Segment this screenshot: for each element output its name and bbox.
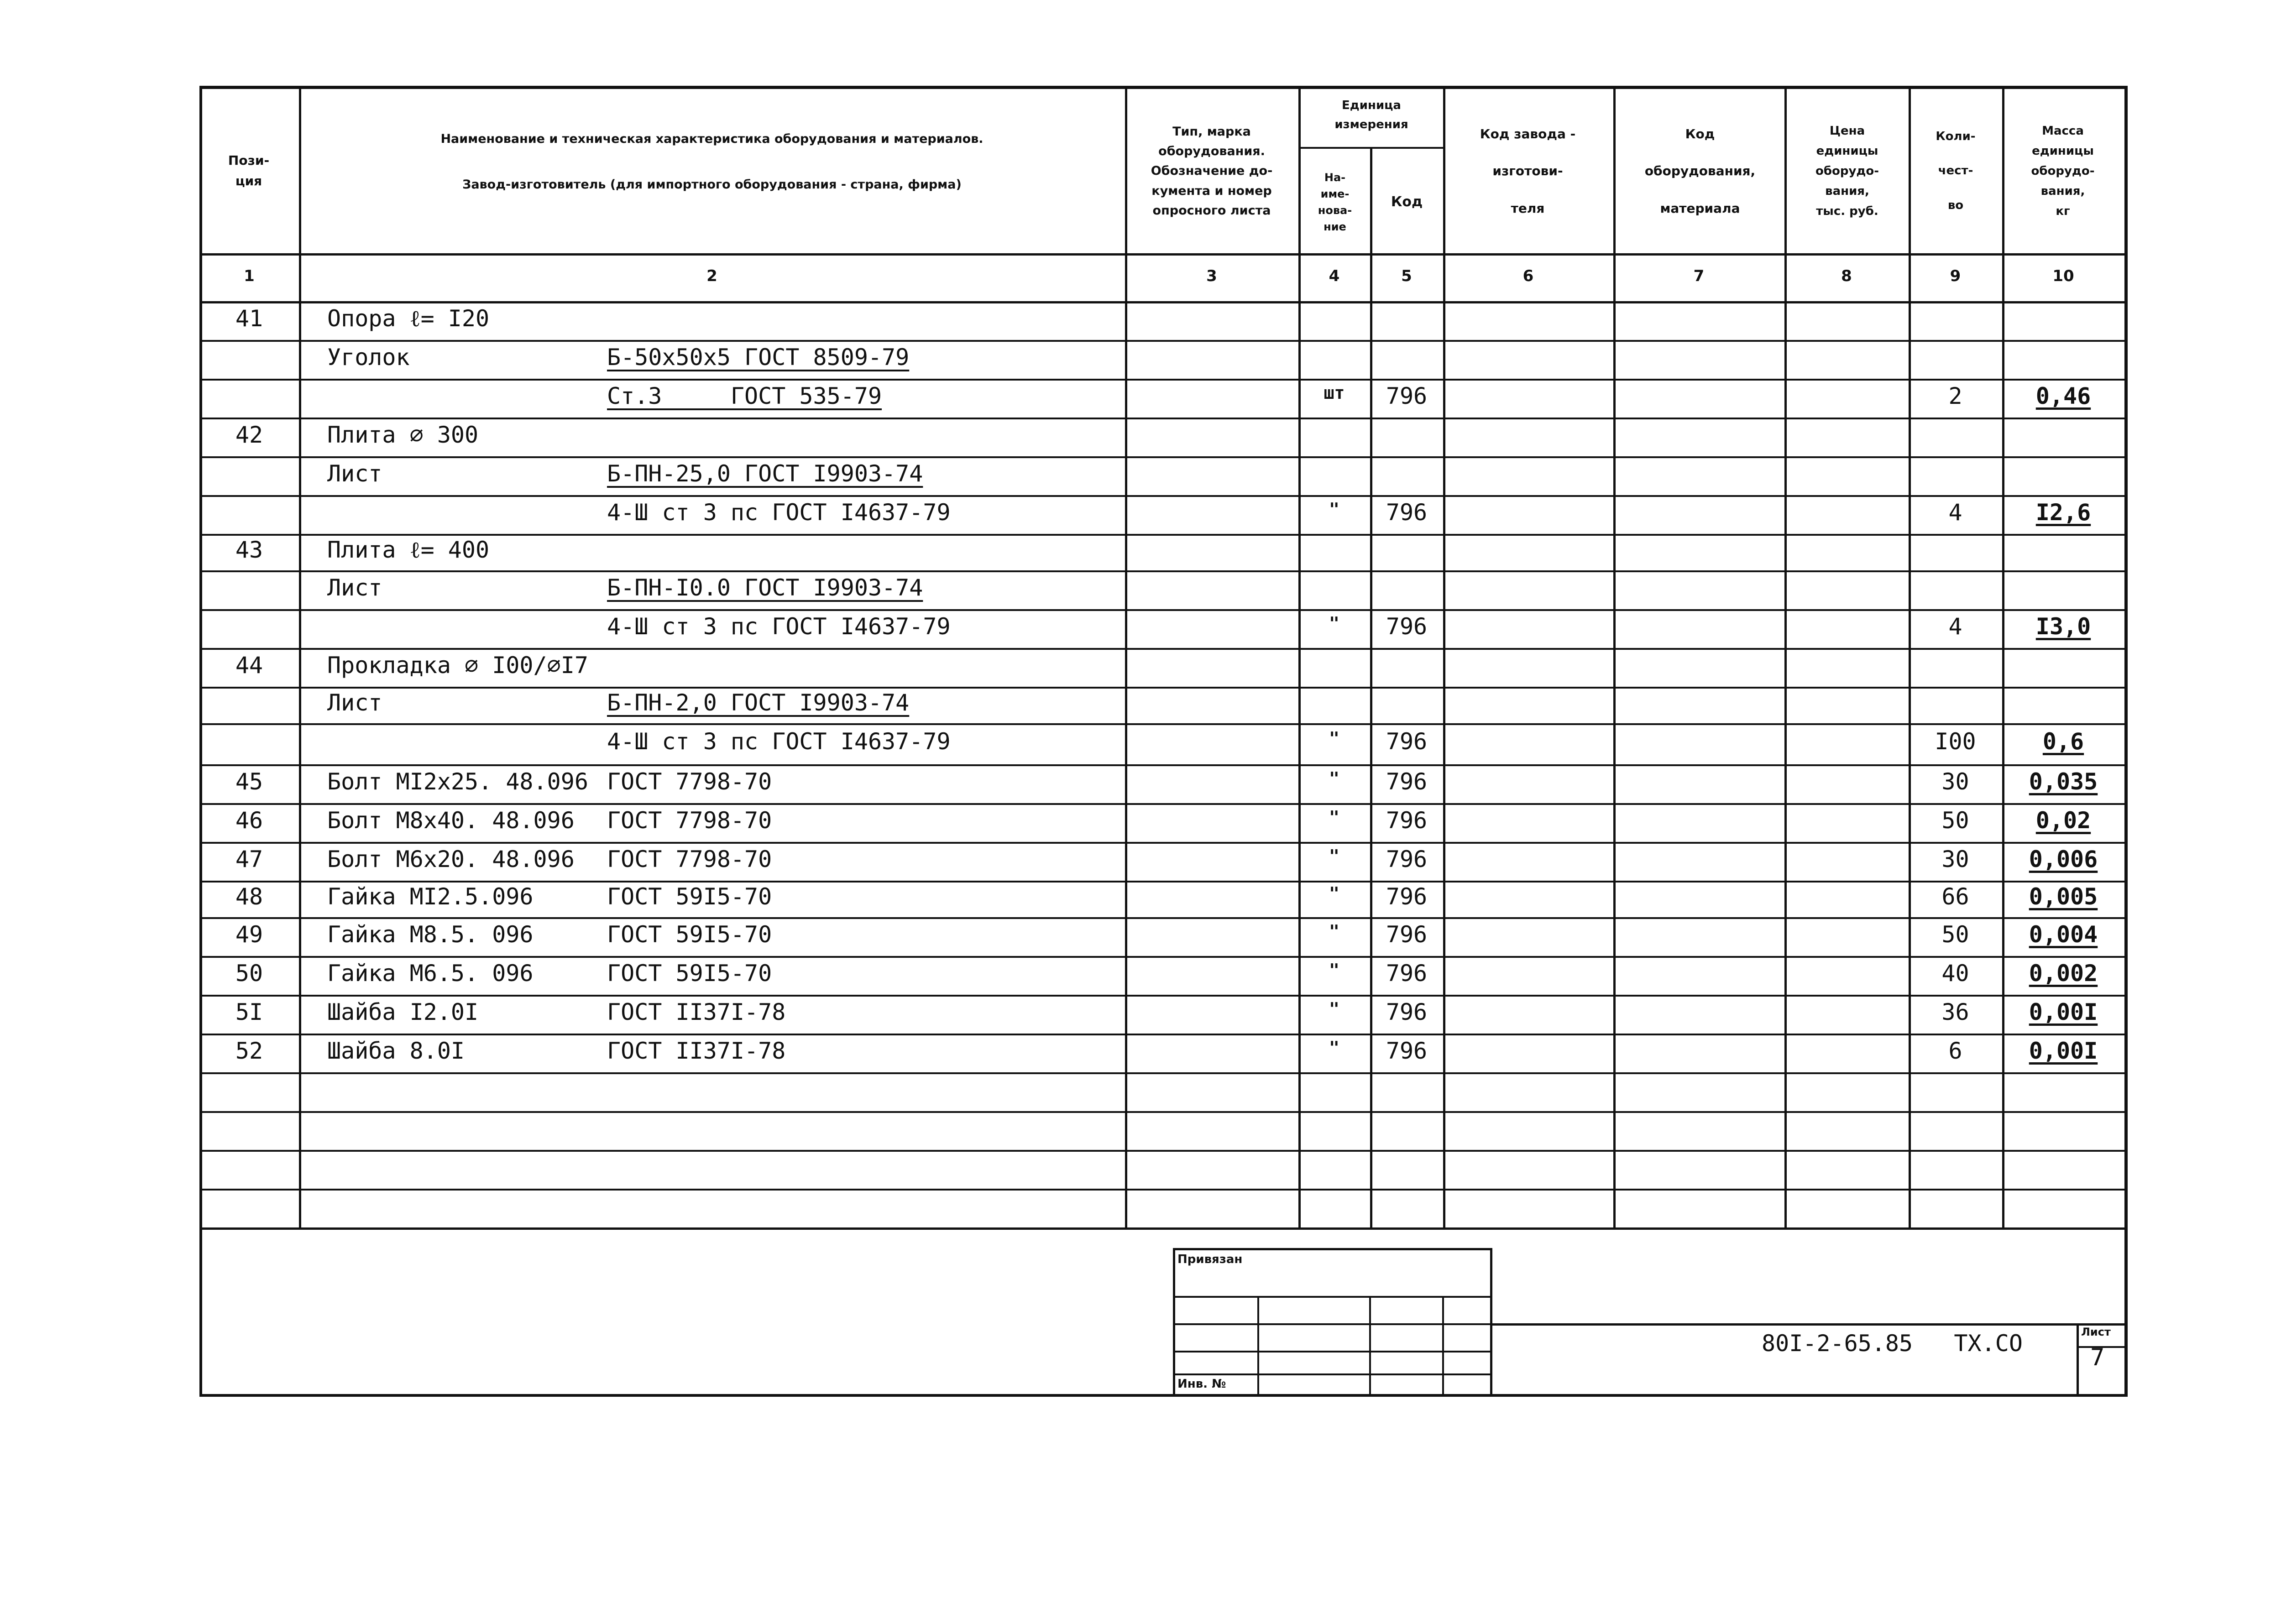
sheet-number: 7 xyxy=(2090,1344,2105,1371)
row-mass: 0,00I xyxy=(2029,1038,2098,1064)
row-mass: I3,0 xyxy=(2035,613,2091,640)
grid-line xyxy=(1784,86,1787,1227)
row-unit: " xyxy=(1329,807,1339,827)
column-number-5: 5 xyxy=(1401,267,1412,285)
row-quantity: 4 xyxy=(1948,613,1962,640)
grid-line xyxy=(199,842,2124,844)
row-position: 52 xyxy=(235,1038,263,1064)
document-code: 80I-2-65.85 ТХ.СО xyxy=(1762,1330,2023,1357)
row-unit-code: 796 xyxy=(1386,883,1428,910)
column-number-3: 3 xyxy=(1206,267,1217,285)
grid-line xyxy=(199,995,2124,997)
row-spec: ГОСТ 7798-70 xyxy=(607,768,772,795)
header-unit-name: На- име- нова- ние xyxy=(1318,171,1352,233)
row-unit-code: 796 xyxy=(1386,383,1428,409)
row-quantity: 2 xyxy=(1948,383,1962,409)
header-equipment-code: Код оборудования, материала xyxy=(1644,126,1756,216)
grid-line xyxy=(2124,86,2128,1394)
row-mass: 0,006 xyxy=(2029,846,2098,872)
row-unit-code: 796 xyxy=(1386,807,1428,834)
grid-line xyxy=(199,803,2124,805)
row-name: Гайка МI2.5.096 xyxy=(327,883,534,910)
grid-line xyxy=(199,418,2124,419)
grid-line xyxy=(1442,1296,1444,1394)
row-spec: Б-50x50x5 ГОСТ 8509-79 xyxy=(607,344,910,371)
row-quantity: 66 xyxy=(1941,883,1969,910)
row-unit: " xyxy=(1329,846,1339,866)
row-unit-code: 796 xyxy=(1386,1038,1428,1064)
row-quantity: 50 xyxy=(1941,807,1969,834)
row-spec: Б-ПН-2,0 ГОСТ I9903-74 xyxy=(607,689,910,716)
header-position: Пози- ция xyxy=(228,153,270,188)
grid-line xyxy=(199,956,2124,958)
row-quantity: I00 xyxy=(1935,728,1976,755)
row-spec: 4-Ш ст 3 пс ГОСТ I4637-79 xyxy=(607,728,951,755)
row-unit: " xyxy=(1329,728,1339,748)
grid-line xyxy=(1257,1296,1259,1394)
row-unit: " xyxy=(1329,883,1339,903)
grid-line xyxy=(1173,1248,1175,1394)
grid-line xyxy=(1490,1248,1492,1394)
row-position: 48 xyxy=(235,883,263,910)
grid-line xyxy=(1173,1248,1492,1250)
row-mass: 0,004 xyxy=(2029,921,2098,948)
column-number-1: 1 xyxy=(244,267,255,285)
row-name: Лист xyxy=(327,460,382,487)
grid-line xyxy=(199,570,2124,572)
row-unit: шт xyxy=(1324,383,1345,403)
header-quantity: Коли- чест- во xyxy=(1936,129,1976,212)
grid-line xyxy=(199,648,2124,650)
row-spec: Ст.3 ГОСТ 535-79 xyxy=(607,383,882,409)
grid-line xyxy=(1370,147,1372,1227)
row-quantity: 4 xyxy=(1948,499,1962,526)
row-mass: 0,46 xyxy=(2035,383,2091,409)
row-spec: ГОСТ 7798-70 xyxy=(607,846,772,872)
row-position: 50 xyxy=(235,960,263,987)
column-number-4: 4 xyxy=(1329,267,1340,285)
row-position: 47 xyxy=(235,846,263,872)
row-mass: 0,00I xyxy=(2029,999,2098,1025)
row-position: 41 xyxy=(235,305,263,332)
grid-line xyxy=(199,1227,2124,1230)
header-name-line1: Наименование и техническая характеристика оборудования и материалов. xyxy=(440,132,984,146)
grid-line xyxy=(199,687,2124,689)
grid-line xyxy=(199,1189,2124,1191)
row-unit-code: 796 xyxy=(1386,613,1428,640)
grid-line xyxy=(199,917,2124,919)
grid-line xyxy=(199,379,2124,381)
row-name: Болт М6x20. 48.096 xyxy=(327,846,575,872)
row-unit-code: 796 xyxy=(1386,728,1428,755)
grid-line xyxy=(199,534,2124,536)
grid-line xyxy=(199,609,2124,611)
row-quantity: 30 xyxy=(1941,846,1969,872)
header-unit: Единица измерения xyxy=(1334,98,1408,131)
row-mass: 0,005 xyxy=(2029,883,2098,910)
row-unit: " xyxy=(1329,960,1339,980)
column-number-9: 9 xyxy=(1950,267,1961,285)
row-unit-code: 796 xyxy=(1386,499,1428,526)
row-name: Опора ℓ= I20 xyxy=(327,305,490,332)
row-position: 42 xyxy=(235,422,263,448)
row-mass: 0,6 xyxy=(2042,728,2084,755)
row-name: Плита ℓ= 400 xyxy=(327,537,490,563)
grid-line xyxy=(199,1111,2124,1113)
header-name-line2: Завод-изготовитель (для импортного оборудования - страна, фирма) xyxy=(462,178,962,192)
row-name: Лист xyxy=(327,689,382,716)
row-position: 46 xyxy=(235,807,263,834)
grid-line xyxy=(1125,86,1127,1227)
grid-line xyxy=(1369,1296,1371,1394)
grid-line xyxy=(199,1394,2128,1397)
grid-line xyxy=(199,301,2124,303)
column-number-8: 8 xyxy=(1841,267,1852,285)
column-number-7: 7 xyxy=(1693,267,1705,285)
row-name: Шайба 8.0I xyxy=(327,1038,465,1064)
column-number-2: 2 xyxy=(706,267,717,285)
row-unit: " xyxy=(1329,999,1339,1019)
row-position: 44 xyxy=(235,652,263,679)
row-unit: " xyxy=(1329,499,1339,519)
row-mass: 0,02 xyxy=(2035,807,2091,834)
row-name: Плита ∅ 300 xyxy=(327,422,479,448)
header-unit-code: Код xyxy=(1391,193,1423,210)
header-mass: Масса единицы оборудо- вания, кг xyxy=(2031,124,2095,219)
row-quantity: 40 xyxy=(1941,960,1969,987)
sheet-label: Лист xyxy=(2081,1326,2111,1338)
row-name: Болт М8x40. 48.096 xyxy=(327,807,575,834)
row-position: 49 xyxy=(235,921,263,948)
grid-line xyxy=(199,340,2124,342)
column-number-6: 6 xyxy=(1522,267,1534,285)
row-quantity: 6 xyxy=(1948,1038,1962,1064)
row-quantity: 30 xyxy=(1941,768,1969,795)
header-factory-code: Код завода - изготови- теля xyxy=(1480,126,1576,216)
grid-line xyxy=(199,764,2124,766)
grid-line xyxy=(1613,86,1616,1227)
privyazan-label: Привязан xyxy=(1177,1253,1243,1266)
row-unit-code: 796 xyxy=(1386,921,1428,948)
row-spec: ГОСТ II37I-78 xyxy=(607,999,786,1025)
grid-line xyxy=(199,723,2124,725)
row-mass: I2,6 xyxy=(2035,499,2091,526)
grid-line xyxy=(2077,1323,2079,1394)
row-position: 5I xyxy=(235,999,263,1025)
row-spec: 4-Ш ст 3 пс ГОСТ I4637-79 xyxy=(607,613,951,640)
row-unit-code: 796 xyxy=(1386,768,1428,795)
row-name: Лист xyxy=(327,574,382,601)
row-name: Шайба I2.0I xyxy=(327,999,479,1025)
grid-line xyxy=(299,86,301,1227)
row-quantity: 50 xyxy=(1941,921,1969,948)
grid-line xyxy=(199,1072,2124,1074)
header-price: Цена единицы оборудо- вания, тыс. руб. xyxy=(1815,124,1879,219)
row-name: Гайка М8.5. 096 xyxy=(327,921,534,948)
row-position: 43 xyxy=(235,537,263,563)
row-position: 45 xyxy=(235,768,263,795)
row-mass: 0,035 xyxy=(2029,768,2098,795)
row-name: Гайка М6.5. 096 xyxy=(327,960,534,987)
row-name: Болт МI2x25. 48.096 xyxy=(327,768,588,795)
grid-line xyxy=(199,1034,2124,1035)
row-spec: ГОСТ 59I5-70 xyxy=(607,960,772,987)
row-unit-code: 796 xyxy=(1386,846,1428,872)
inventory-label: Инв. № xyxy=(1177,1377,1226,1391)
header-type: Тип, марка оборудования. Обозначение до- кумента и номер опросного листа xyxy=(1151,125,1273,218)
grid-line xyxy=(199,456,2124,458)
row-spec: ГОСТ II37I-78 xyxy=(607,1038,786,1064)
row-unit: " xyxy=(1329,921,1339,941)
row-spec: Б-ПН-25,0 ГОСТ I9903-74 xyxy=(607,460,923,487)
grid-line xyxy=(1443,86,1445,1227)
row-name: Уголок xyxy=(327,344,410,371)
row-spec: 4-Ш ст 3 пс ГОСТ I4637-79 xyxy=(607,499,951,526)
grid-line xyxy=(199,881,2124,882)
grid-line xyxy=(199,1150,2124,1152)
row-spec: Б-ПН-I0.0 ГОСТ I9903-74 xyxy=(607,574,923,601)
row-unit: " xyxy=(1329,1038,1339,1058)
column-number-10: 10 xyxy=(2052,267,2074,285)
row-spec: ГОСТ 59I5-70 xyxy=(607,921,772,948)
row-spec: ГОСТ 59I5-70 xyxy=(607,883,772,910)
row-quantity: 36 xyxy=(1941,999,1969,1025)
row-mass: 0,002 xyxy=(2029,960,2098,987)
row-unit-code: 796 xyxy=(1386,960,1428,987)
row-spec: ГОСТ 7798-70 xyxy=(607,807,772,834)
row-unit: " xyxy=(1329,613,1339,633)
grid-line xyxy=(199,495,2124,497)
row-name: Прокладка ∅ I00/∅I7 xyxy=(327,652,588,679)
row-unit-code: 796 xyxy=(1386,999,1428,1025)
row-unit: " xyxy=(1329,768,1339,789)
grid-line xyxy=(1490,1323,2124,1326)
